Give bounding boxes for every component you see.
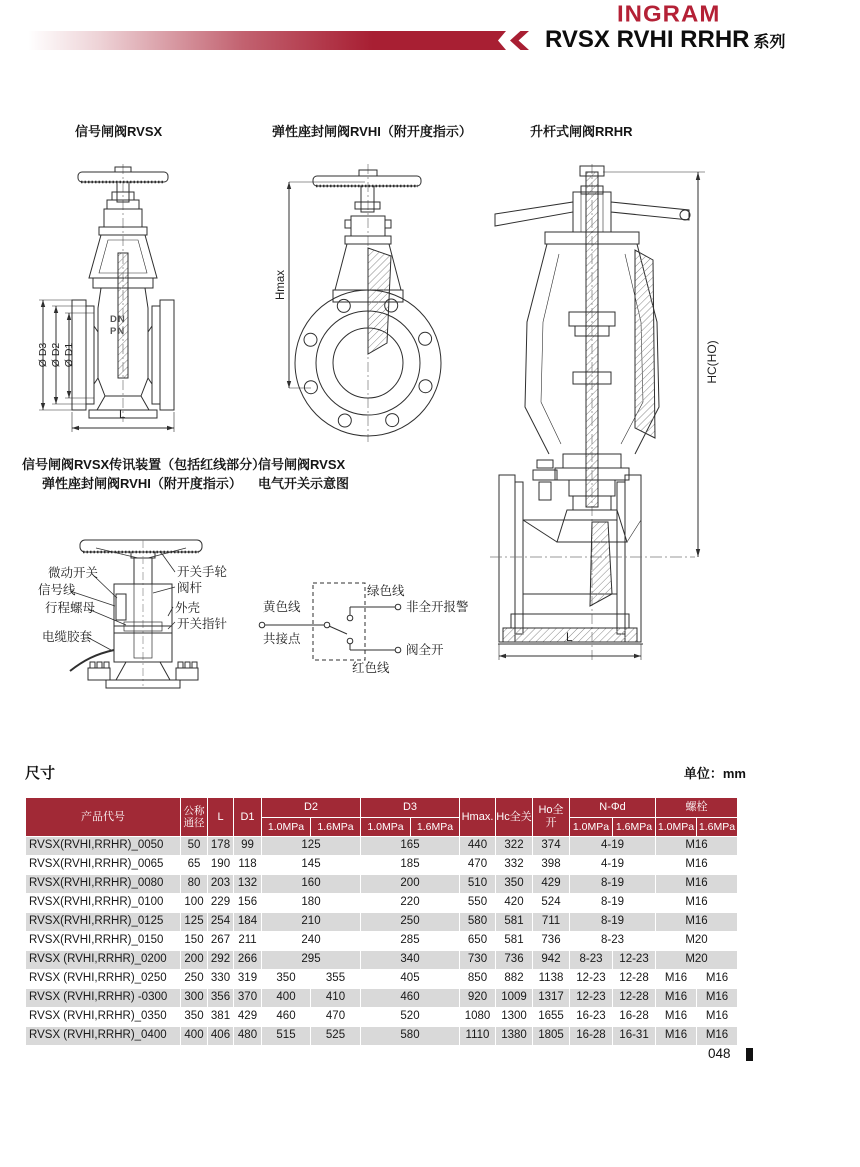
table-cell: RVSX (RVHI,RRHR) -0300 <box>26 989 181 1008</box>
table-cell: 736 <box>496 951 533 970</box>
table-header-row-1 <box>26 798 738 818</box>
label-stem: 阀杆 <box>177 581 203 595</box>
table-unit-label: 单位：mm <box>683 766 746 781</box>
table-cell: 8-19 <box>570 894 656 913</box>
table-cell: 370 <box>234 989 262 1008</box>
col-ho: Ho全开 <box>533 798 570 837</box>
table-title: 尺寸 <box>25 765 56 782</box>
label-yellow-wire: 黄色线 <box>263 600 301 614</box>
schematic-caption-line2: 电气开关示意图 <box>258 476 350 491</box>
table-cell: 356 <box>208 989 234 1008</box>
table-cell: 355 <box>311 970 361 989</box>
label-valve-full-open: 阀全开 <box>406 643 444 657</box>
table-cell: 460 <box>361 989 460 1008</box>
table-cell: 16-31 <box>613 1027 656 1046</box>
col-bolt: 螺栓 <box>656 798 738 818</box>
table-cell: 12-23 <box>613 951 656 970</box>
fig1-dim-d3: Ø D3 <box>37 342 49 368</box>
table-cell: 118 <box>234 856 262 875</box>
table-cell: 580 <box>361 1027 460 1046</box>
table-cell: 132 <box>234 875 262 894</box>
table-cell: 190 <box>208 856 234 875</box>
col-hc: Hc全关 <box>496 798 533 837</box>
table-cell: 470 <box>311 1008 361 1027</box>
table-cell: 1805 <box>533 1027 570 1046</box>
col-nphid: N-Φd <box>570 798 656 818</box>
table-cell: RVSX(RVHI,RRHR)_0050 <box>26 837 181 856</box>
table-cell: 420 <box>496 894 533 913</box>
table-row <box>26 913 738 932</box>
col-bolt-p10: 1.0MPa <box>656 818 697 837</box>
table-row <box>26 856 738 875</box>
table-cell: 267 <box>208 932 234 951</box>
table-row <box>26 837 738 856</box>
table-cell: 80 <box>181 875 208 894</box>
table-cell: M16 <box>656 913 738 932</box>
col-d2-p10: 1.0MPa <box>262 818 311 837</box>
table-cell: M16 <box>697 970 738 989</box>
table-row <box>26 875 738 894</box>
table-cell: 460 <box>262 1008 311 1027</box>
table-cell: 65 <box>181 856 208 875</box>
table-cell: 525 <box>311 1027 361 1046</box>
table-cell: M16 <box>656 837 738 856</box>
table-cell: 515 <box>262 1027 311 1046</box>
table-cell: 211 <box>234 932 262 951</box>
table-cell: 250 <box>181 970 208 989</box>
table-cell: 1138 <box>533 970 570 989</box>
table-cell: M16 <box>656 894 738 913</box>
col-d3: D3 <box>361 798 460 818</box>
table-cell: 165 <box>361 837 460 856</box>
table-cell: 145 <box>262 856 361 875</box>
table-cell: 185 <box>361 856 460 875</box>
table-cell: 1380 <box>496 1027 533 1046</box>
table-cell: 440 <box>460 837 496 856</box>
table-cell: M16 <box>656 1027 697 1046</box>
table-cell: 200 <box>361 875 460 894</box>
table-cell: 156 <box>234 894 262 913</box>
table-cell: 406 <box>208 1027 234 1046</box>
table-cell: 470 <box>460 856 496 875</box>
col-d3-p16: 1.6MPa <box>411 818 460 837</box>
table-cell: RVSX(RVHI,RRHR)_0150 <box>26 932 181 951</box>
table-cell: 180 <box>262 894 361 913</box>
schematic-caption-line1: 信号闸阀RVSX <box>258 457 346 472</box>
table-cell: 125 <box>262 837 361 856</box>
table-cell: 100 <box>181 894 208 913</box>
table-cell: 520 <box>361 1008 460 1027</box>
table-cell: 150 <box>181 932 208 951</box>
table-cell: 1655 <box>533 1008 570 1027</box>
table-cell: 429 <box>234 1008 262 1027</box>
table-cell: 12-28 <box>613 989 656 1008</box>
table-cell: M20 <box>656 951 738 970</box>
table-cell: M16 <box>656 989 697 1008</box>
table-cell: 322 <box>496 837 533 856</box>
fig3-dim-hc-ho: HC(HO) <box>705 340 719 384</box>
rvsx-valve-drawing <box>25 158 250 448</box>
table-cell: 650 <box>460 932 496 951</box>
table-cell: M16 <box>697 989 738 1008</box>
col-d2: D2 <box>262 798 361 818</box>
table-cell: 266 <box>234 951 262 970</box>
table-cell: RVSX (RVHI,RRHR)_0400 <box>26 1027 181 1046</box>
table-cell: 381 <box>208 1008 234 1027</box>
table-cell: 1317 <box>533 989 570 1008</box>
device-caption-line2: 弹性座封闸阀RVHI（附开度指示） <box>42 476 242 491</box>
table-cell: 398 <box>533 856 570 875</box>
table-cell: 350 <box>262 970 311 989</box>
table-cell: 12-28 <box>613 970 656 989</box>
page-number: 048 <box>708 1046 731 1061</box>
col-dn-line1: 公称 <box>183 804 205 817</box>
table-cell: 4-19 <box>570 856 656 875</box>
col-bolt-p16: 1.6MPa <box>697 818 738 837</box>
fig1-dn-mark: DN <box>110 314 126 325</box>
fig2-caption: 弹性座封闸阀RVHI（附开度指示） <box>272 124 472 139</box>
rrhr-valve-drawing <box>485 162 800 687</box>
table-cell: M16 <box>697 1027 738 1046</box>
label-handwheel: 开关手轮 <box>177 565 228 579</box>
table-cell: M16 <box>656 970 697 989</box>
table-cell: M16 <box>697 1008 738 1027</box>
table-cell: 12-23 <box>570 989 613 1008</box>
table-cell: RVSX(RVHI,RRHR)_0100 <box>26 894 181 913</box>
table-cell: 581 <box>496 932 533 951</box>
col-d3-p10: 1.0MPa <box>361 818 411 837</box>
series-title-text: RVSX RVHI RRHR <box>545 26 750 53</box>
table-cell: 920 <box>460 989 496 1008</box>
table-cell: 524 <box>533 894 570 913</box>
table-cell: 210 <box>262 913 361 932</box>
table-row <box>26 1027 738 1046</box>
col-nphid-p16: 1.6MPa <box>613 818 656 837</box>
fig1-dim-d1: Ø D1 <box>63 342 75 368</box>
table-cell: 1080 <box>460 1008 496 1027</box>
fig3-caption: 升杆式闸阀RRHR <box>530 124 633 139</box>
table-cell: 350 <box>496 875 533 894</box>
table-cell: 50 <box>181 837 208 856</box>
label-common-point: 共接点 <box>263 632 301 646</box>
table-cell: 405 <box>361 970 460 989</box>
label-not-full-open-alarm: 非全开报警 <box>406 600 469 614</box>
col-dn-line2: 通径 <box>183 817 205 829</box>
table-cell: M20 <box>656 932 738 951</box>
table-cell: 374 <box>533 837 570 856</box>
table-cell: 319 <box>234 970 262 989</box>
table-cell: 550 <box>460 894 496 913</box>
fig3-dim-l: L <box>566 632 573 644</box>
table-cell: 400 <box>181 1027 208 1046</box>
table-cell: RVSX(RVHI,RRHR)_0125 <box>26 913 181 932</box>
table-cell: 12-23 <box>570 970 613 989</box>
table-row <box>26 894 738 913</box>
col-nphid-p10: 1.0MPa <box>570 818 613 837</box>
table-cell: 330 <box>208 970 234 989</box>
table-cell: 203 <box>208 875 234 894</box>
table-cell: 16-28 <box>570 1027 613 1046</box>
table-cell: 240 <box>262 932 361 951</box>
label-travel-nut: 行程螺母 <box>45 601 96 615</box>
table-cell: RVSX(RVHI,RRHR)_0080 <box>26 875 181 894</box>
table-cell: 99 <box>234 837 262 856</box>
table-cell: 581 <box>496 913 533 932</box>
table-cell: 350 <box>181 1008 208 1027</box>
table-cell: 882 <box>496 970 533 989</box>
col-hmax: Hmax. <box>460 798 496 837</box>
table-cell: RVSX (RVHI,RRHR)_0200 <box>26 951 181 970</box>
table-cell: 4-19 <box>570 837 656 856</box>
table-row <box>26 989 738 1008</box>
table-cell: 160 <box>262 875 361 894</box>
table-cell: 429 <box>533 875 570 894</box>
table-cell: M16 <box>656 1008 697 1027</box>
table-cell: 16-28 <box>613 1008 656 1027</box>
chevron-left-icon <box>510 31 529 50</box>
table-cell: 220 <box>361 894 460 913</box>
page-number-bar <box>746 1048 753 1061</box>
device-caption-line1: 信号闸阀RVSX传讯装置（包括红线部分） <box>22 457 266 472</box>
table-cell: 1009 <box>496 989 533 1008</box>
table-cell: 580 <box>460 913 496 932</box>
table-cell: 730 <box>460 951 496 970</box>
table-row <box>26 932 738 951</box>
label-cable-sleeve: 电缆胶套 <box>42 630 93 644</box>
col-dn <box>181 798 208 837</box>
table-row <box>26 970 738 989</box>
table-cell: 332 <box>496 856 533 875</box>
table-cell: 292 <box>208 951 234 970</box>
fig1-dim-d2: Ø D2 <box>50 342 62 368</box>
table-cell: 229 <box>208 894 234 913</box>
table-cell: 250 <box>361 913 460 932</box>
table-cell: 340 <box>361 951 460 970</box>
label-micro-switch: 微动开关 <box>48 566 99 580</box>
table-cell: 8-19 <box>570 875 656 894</box>
col-product: 产品代号 <box>26 798 181 837</box>
table-cell: 942 <box>533 951 570 970</box>
ingram-logo: INGRAM <box>617 1 721 28</box>
table-cell: 285 <box>361 932 460 951</box>
table-cell: 300 <box>181 989 208 1008</box>
rvhi-valve-drawing <box>275 158 450 448</box>
fig2-dim-hmax: Hmax <box>275 269 287 301</box>
table-cell: 8-19 <box>570 913 656 932</box>
table-cell: 480 <box>234 1027 262 1046</box>
table-cell: 736 <box>533 932 570 951</box>
fig1-pn-mark: PN <box>110 326 126 337</box>
table-cell: RVSX (RVHI,RRHR)_0350 <box>26 1008 181 1027</box>
series-title <box>545 26 786 54</box>
table-cell: 295 <box>262 951 361 970</box>
table-cell: 850 <box>460 970 496 989</box>
table-cell: 200 <box>181 951 208 970</box>
header-accent-bar <box>28 31 506 50</box>
table-cell: RVSX (RVHI,RRHR)_0250 <box>26 970 181 989</box>
label-green-wire: 绿色线 <box>367 584 405 598</box>
table-cell: 184 <box>234 913 262 932</box>
table-cell: 1110 <box>460 1027 496 1046</box>
table-cell: 16-23 <box>570 1008 613 1027</box>
table-cell: 254 <box>208 913 234 932</box>
label-signal-wire: 信号线 <box>38 583 76 597</box>
table-body <box>26 837 738 1046</box>
label-red-wire: 红色线 <box>352 661 390 675</box>
table-cell: M16 <box>656 856 738 875</box>
series-title-suffix: 系列 <box>753 34 786 51</box>
table-cell: 8-23 <box>570 932 656 951</box>
fig1-dim-l: L <box>119 409 126 421</box>
col-d1: D1 <box>234 798 262 837</box>
table-cell: 125 <box>181 913 208 932</box>
table-cell: 510 <box>460 875 496 894</box>
table-cell: RVSX(RVHI,RRHR)_0065 <box>26 856 181 875</box>
table-row <box>26 1008 738 1027</box>
table-row <box>26 951 738 970</box>
table-cell: M16 <box>656 875 738 894</box>
col-l: L <box>208 798 234 837</box>
label-shell: 外壳 <box>175 601 201 615</box>
table-cell: 8-23 <box>570 951 613 970</box>
table-cell: 410 <box>311 989 361 1008</box>
col-d2-p16: 1.6MPa <box>311 818 361 837</box>
table-cell: 711 <box>533 913 570 932</box>
fig1-caption: 信号闸阀RVSX <box>75 124 163 139</box>
table-cell: 178 <box>208 837 234 856</box>
table-cell: 1300 <box>496 1008 533 1027</box>
label-switch-pointer: 开关指针 <box>177 617 228 631</box>
table-cell: 400 <box>262 989 311 1008</box>
dimensions-table <box>25 797 738 1046</box>
